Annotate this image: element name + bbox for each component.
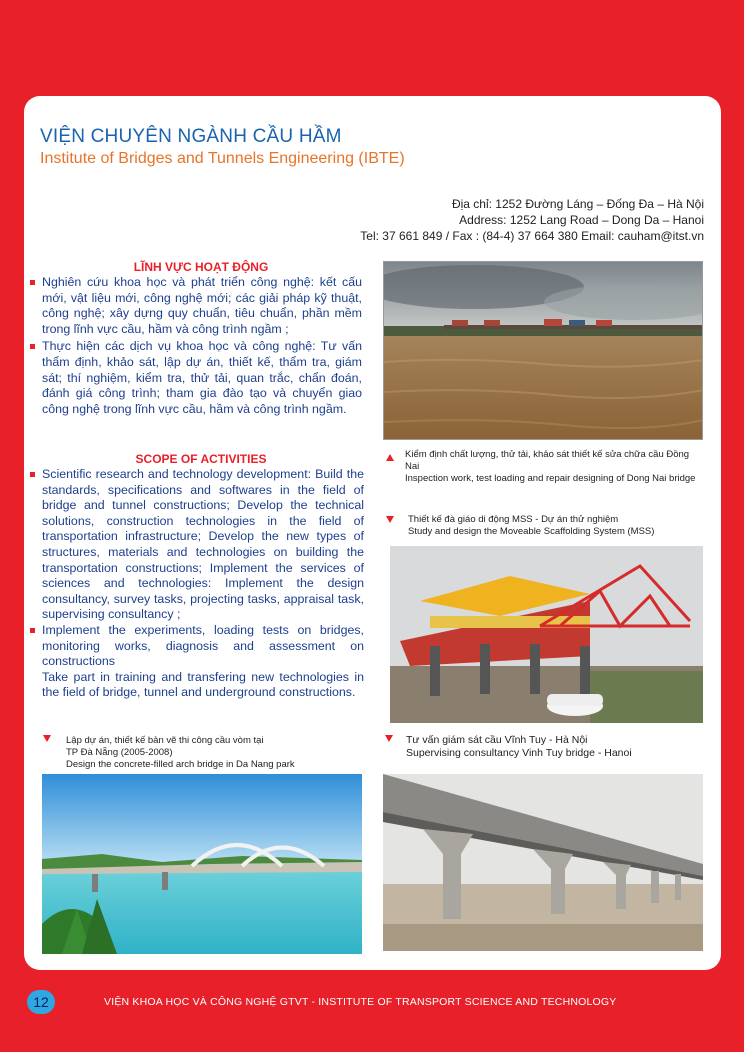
vinh-tuy-bridge-illustration [383, 774, 703, 951]
caption-mss: Thiết kế đà giáo di động MSS - Dự án thử nghiệm Study and design the Moveable Scaffolding System (MSS) [408, 514, 655, 537]
bullet-icon [30, 628, 35, 633]
vinh-tuy-bridge-photo [383, 774, 703, 951]
section-body-vi [30, 275, 362, 417]
page-number: 12 [27, 990, 55, 1014]
bullet-icon [30, 344, 35, 349]
da-nang-arch-bridge-illustration [42, 774, 362, 954]
triangle-down-icon [43, 735, 51, 742]
dong-nai-bridge-illustration [384, 262, 703, 440]
list-item: Scientific research and technology development: Build the standards, specifications and softwares in the field of bridge and tunnel constructions; Develop the technical solutions, construction technologies in the field of transportation infrastructure; Develop the new types of structures, materials and technologies on building the transportation constructions; Implement the services of sciences and technologies: Implement the design consultancy, survey tasks, projecting tasks, appraisal task, supervising consultancy ; [30, 467, 364, 623]
section-body-en [30, 467, 364, 701]
page-title-en: Institute of Bridges and Tunnels Engineering (IBTE) [40, 150, 405, 167]
mss-scaffolding-photo [390, 546, 703, 723]
caption-dong-nai: Kiểm định chất lượng, thử tải, khảo sát thiết kế sửa chữa cầu Đồng Nai Inspection work, test loading and repair designing of Dong Nai bridge [405, 449, 696, 484]
section-heading-en: SCOPE OF ACTIVITIES [135, 452, 267, 466]
address-en: Address: 1252 Lang Road – Dong Da – Hanoi [459, 213, 704, 227]
triangle-down-icon [385, 735, 393, 742]
list-item: Implement the experiments, loading tests on bridges, monitoring works, diagnosis and assessment on constructions [30, 623, 364, 670]
list-item: Thực hiện các dịch vụ khoa học và công nghệ: Tư vấn thẩm định, khảo sát, lập dự án, thiết kế, thẩm tra, giám sát; thí nghiệm, kiểm tra, thử tải, quan trắc, chẩn đoán, đánh giá công trình; tham gia đào tạo và chuyển giao công nghệ trong lĩnh vực cầu, hầm và công trình ngầm. [30, 339, 362, 417]
section-heading-vi: LĨNH VỰC HOẠT ĐỘNG [133, 260, 269, 274]
triangle-up-icon [386, 454, 394, 461]
list-item-continuation: Take part in training and transfering new technologies in the field of bridge, tunnel and underground constructions. [42, 669, 364, 700]
bullet-icon [30, 472, 35, 477]
triangle-down-icon [386, 516, 394, 523]
list-item: Nghiên cứu khoa học và phát triển công nghệ: kết cấu mới, vật liệu mới, công nghệ mới; các giải pháp kỹ thuật, công nghệ; xây dựng quy chuẩn, tiêu chuẩn, phần mềm trong lĩnh vực cầu, hầm và công trình ngầm ; [30, 275, 362, 337]
footer-text: VIỆN KHOA HỌC VÀ CÔNG NGHỆ GTVT - INSTITUTE OF TRANSPORT SCIENCE AND TECHNOLOGY [104, 996, 617, 1008]
contact-block [360, 196, 704, 244]
caption-da-nang: Lập dự án, thiết kế bản vẽ thi công cầu vòm tại TP Đà Nẵng (2005-2008) Design the concrete-filled arch bridge in Da Nang park [66, 735, 295, 770]
page-title-vi: VIỆN CHUYÊN NGÀNH CẦU HẦM [40, 126, 342, 147]
dong-nai-bridge-photo [383, 261, 703, 440]
bullet-icon [30, 280, 35, 285]
caption-vinh-tuy: Tư vấn giám sát cầu Vĩnh Tuy - Hà Nội Supervising consultancy Vinh Tuy bridge - Hanoi [406, 734, 632, 759]
tel-fax-email: Tel: 37 661 849 / Fax : (84-4) 37 664 380 Email: cauham@itst.vn [360, 229, 704, 243]
da-nang-arch-bridge-photo [42, 774, 362, 954]
mss-scaffolding-illustration [390, 546, 703, 723]
address-vi: Địa chỉ: 1252 Đường Láng – Đống Đa – Hà Nội [451, 197, 704, 211]
